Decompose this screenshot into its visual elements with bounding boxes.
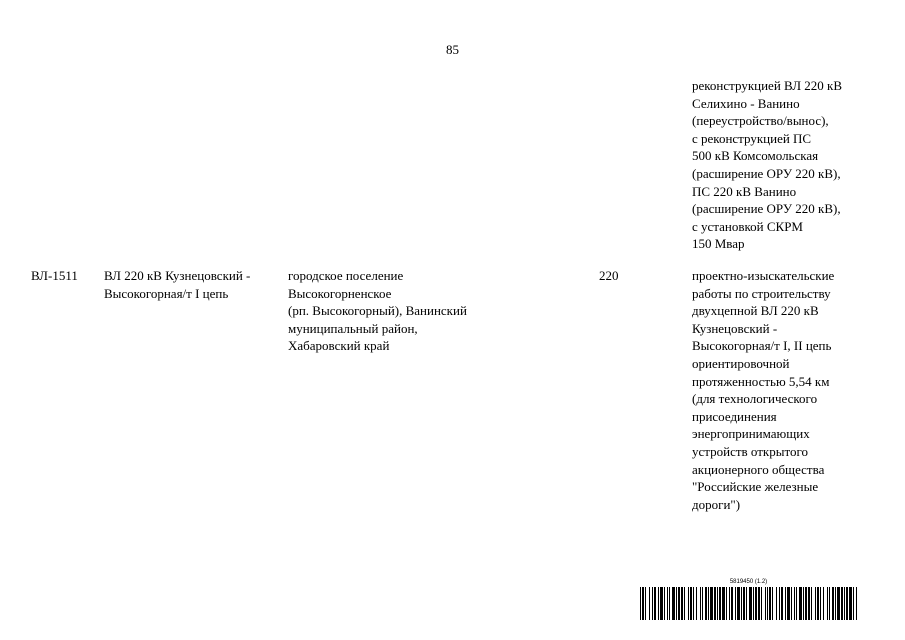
object-location: городское поселение Высокогорненское (рп. Высокогорный), Ванинский муниципальный район, Хабаровский край xyxy=(288,268,467,354)
object-name: ВЛ 220 кВ Кузнецовский - Высокогорная/т I цепь xyxy=(104,268,251,301)
barcode-bar xyxy=(684,587,685,620)
object-description: проектно-изыскательские работы по строительству двухцепной ВЛ 220 кВ Кузнецовский - Высокогорная/т I, II цепь ориентировочной протяженностью 5,54 км (для технологического присоединения энергопринимающих устройств открытого акционерного общества "Российские железные дороги") xyxy=(692,268,835,512)
barcode-bar xyxy=(642,587,644,620)
barcode-bar xyxy=(690,587,692,620)
barcode-bar xyxy=(652,587,653,620)
barcode xyxy=(640,578,857,620)
barcode-bar xyxy=(654,587,656,620)
barcode-bar xyxy=(785,587,786,620)
barcode-bar xyxy=(714,587,716,620)
barcode-bar xyxy=(767,587,768,620)
barcode-bar xyxy=(688,587,689,620)
barcode-bar xyxy=(645,587,646,620)
barcode-bar xyxy=(829,587,830,620)
barcode-bar xyxy=(705,587,707,620)
barcode-bar xyxy=(722,587,725,620)
barcode-bar xyxy=(820,587,821,620)
barcode-bar xyxy=(832,587,834,620)
barcode-bar xyxy=(811,587,812,620)
barcode-bar xyxy=(815,587,816,620)
object-voltage: 220 xyxy=(599,268,619,283)
continuation-description: реконструкцией ВЛ 220 кВ Селихино - Ванино (переустройство/вынос), с реконструкцией ПС 500 кВ Комсомольская (расширение ОРУ 220 кВ), ПС 220 кВ Ванино (расширение ОРУ 220 кВ), с установкой СКРМ 150 Мвар xyxy=(692,78,843,252)
barcode-bar xyxy=(827,587,828,620)
barcode-bar xyxy=(737,587,740,620)
barcode-bar xyxy=(787,587,790,620)
barcode-bar xyxy=(672,587,675,620)
barcode-bar xyxy=(649,587,650,620)
barcode-bar xyxy=(700,587,701,620)
barcode-bar xyxy=(678,587,680,620)
barcode-bar xyxy=(761,587,762,620)
barcode-bar xyxy=(735,587,736,620)
barcode-bar xyxy=(803,587,804,620)
barcode-bar xyxy=(664,587,665,620)
barcode-bar xyxy=(769,587,771,620)
barcode-bar xyxy=(753,587,754,620)
barcode-bar xyxy=(849,587,852,620)
barcode-bar xyxy=(710,587,713,620)
barcode-bar xyxy=(779,587,780,620)
barcode-bar xyxy=(755,587,757,620)
barcode-bar xyxy=(837,587,840,620)
barcode-bar xyxy=(796,587,797,620)
barcode-bar xyxy=(758,587,760,620)
barcode-bar xyxy=(856,587,857,620)
barcode-bar xyxy=(669,587,670,620)
barcode-bar xyxy=(776,587,777,620)
barcode-bar xyxy=(731,587,733,620)
barcode-bar xyxy=(693,587,694,620)
barcode-bar xyxy=(749,587,752,620)
barcode-bar xyxy=(823,587,824,620)
barcode-bar xyxy=(808,587,810,620)
barcode-bar xyxy=(660,587,663,620)
barcode-bar xyxy=(841,587,843,620)
barcode-bar xyxy=(658,587,659,620)
barcode-label: 5819450 (1.2) xyxy=(729,579,768,585)
barcode-bar xyxy=(676,587,677,620)
barcode-bar xyxy=(794,587,795,620)
barcode-bar xyxy=(640,587,641,620)
barcode-bar xyxy=(765,587,766,620)
barcode-bar xyxy=(772,587,773,620)
object-code: ВЛ-1511 xyxy=(31,268,78,283)
barcode-bar xyxy=(781,587,783,620)
barcode-bar xyxy=(844,587,845,620)
barcode-bars-icon xyxy=(640,587,857,620)
barcode-bar xyxy=(846,587,848,620)
barcode-bar xyxy=(741,587,742,620)
barcode-bar xyxy=(835,587,836,620)
barcode-bar xyxy=(719,587,721,620)
barcode-bar xyxy=(726,587,727,620)
barcode-bar xyxy=(717,587,718,620)
barcode-bar xyxy=(791,587,792,620)
barcode-bar xyxy=(746,587,747,620)
page-number: 85 xyxy=(446,42,459,57)
barcode-bar xyxy=(729,587,730,620)
barcode-bar xyxy=(805,587,807,620)
barcode-bar xyxy=(743,587,745,620)
barcode-bar xyxy=(702,587,703,620)
barcode-bar xyxy=(817,587,819,620)
barcode-bar xyxy=(681,587,683,620)
barcode-bar xyxy=(708,587,709,620)
barcode-bar xyxy=(853,587,854,620)
barcode-bar xyxy=(667,587,668,620)
barcode-bar xyxy=(696,587,697,620)
barcode-bar xyxy=(799,587,802,620)
